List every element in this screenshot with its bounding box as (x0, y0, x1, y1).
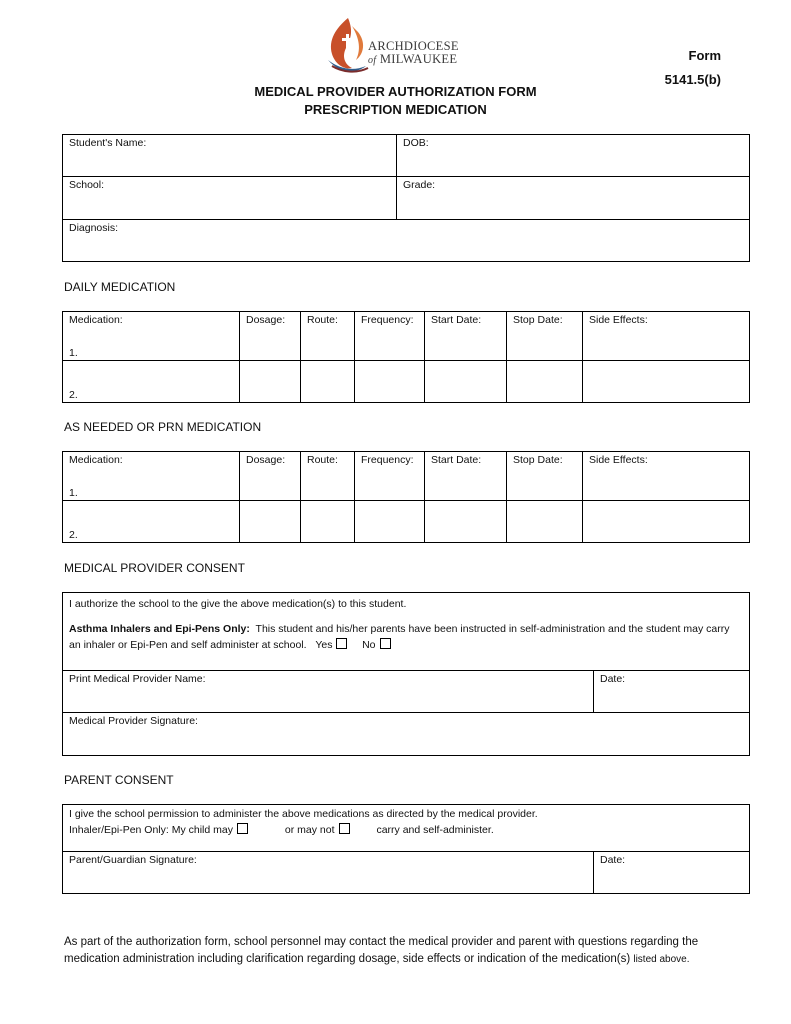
prn-dosage-cell-2[interactable] (240, 501, 301, 543)
daily-dosage-cell-2[interactable] (240, 361, 301, 403)
footer-note (64, 934, 744, 968)
provider-date-label: Date: (600, 673, 626, 685)
daily-start-date-cell-1[interactable] (425, 312, 507, 361)
provider-authorization-cell (63, 593, 750, 671)
column-header-route: Route: (307, 454, 338, 466)
provider-consent-heading: MEDICAL PROVIDER CONSENT (64, 561, 245, 575)
diagnosis-label: Diagnosis: (69, 222, 119, 234)
grade-label: Grade: (403, 179, 436, 191)
prn-frequency-cell-1[interactable] (355, 452, 425, 501)
prn-start-date-cell-1[interactable] (425, 452, 507, 501)
provider-signature-field[interactable] (63, 713, 750, 756)
row-number: 2. (69, 389, 78, 401)
column-header-dosage: Dosage: (246, 454, 286, 466)
logo-line1: ARCHDIOCESE (368, 39, 459, 53)
row-number: 1. (69, 487, 78, 499)
column-header-route: Route: (307, 314, 338, 326)
provider-signature-label: Medical Provider Signature: (69, 715, 198, 727)
parent-date-field[interactable] (594, 852, 750, 894)
school-label: School: (69, 179, 105, 191)
prn-start-date-cell-2[interactable] (425, 501, 507, 543)
form-number: 5141.5(b) (664, 72, 721, 87)
column-header-dosage: Dosage: (246, 314, 286, 326)
column-header-frequency: Frequency: (361, 314, 414, 326)
prn-frequency-cell-2[interactable] (355, 501, 425, 543)
form-title: MEDICAL PROVIDER AUTHORIZATION FORM (254, 84, 537, 99)
daily-frequency-cell-1[interactable] (355, 312, 425, 361)
inhaler-prefix: Inhaler/Epi-Pen Only: My child may (69, 824, 233, 836)
permission-text: I give the school permission to administer the above medications as directed by the medical provider. (69, 808, 538, 820)
student-name-field[interactable] (63, 135, 397, 177)
footer-text: As part of the authorization form, school personnel may contact the medical provider and parent with questions regarding the medication administration including clarification regarding dosage, side effects or indication of the medication(s) (64, 936, 699, 965)
provider-consent-table (62, 592, 750, 756)
student-name-label: Student's Name: (69, 137, 147, 149)
prn-stop-date-cell-1[interactable] (507, 452, 583, 501)
column-header-frequency: Frequency: (361, 454, 414, 466)
daily-stop-date-cell-1[interactable] (507, 312, 583, 361)
daily-dosage-cell-1[interactable] (240, 312, 301, 361)
dob-label: DOB: (403, 137, 429, 149)
grade-field[interactable] (397, 177, 750, 220)
diagnosis-field[interactable] (63, 220, 750, 262)
daily-medication-cell-1[interactable] (63, 312, 240, 361)
provider-date-field[interactable] (594, 671, 750, 713)
student-info-table (62, 134, 750, 262)
asthma-text: This student and his/her parents have been instructed in self-administration and the student may carry an inhaler or Epi-Pen and self administer at school. (69, 623, 730, 651)
school-field[interactable] (63, 177, 397, 220)
daily-medication-cell-2[interactable] (63, 361, 240, 403)
may-not-label: or may not (284, 824, 335, 836)
column-header-stop-date: Stop Date: (513, 454, 563, 466)
parent-signature-field[interactable] (63, 852, 594, 894)
footer-text-small: listed above. (633, 954, 690, 965)
yes-checkbox[interactable] (336, 638, 347, 649)
parent-permission-cell (63, 805, 750, 852)
logo-line2: MILWAUKEE (379, 52, 458, 66)
form-label: Form (688, 48, 721, 63)
prn-medication-heading: AS NEEDED OR PRN MEDICATION (64, 420, 262, 434)
column-header-start-date: Start Date: (431, 454, 482, 466)
daily-medication-table (62, 311, 750, 403)
dob-field[interactable] (397, 135, 750, 177)
parent-consent-table (62, 804, 750, 894)
prn-route-cell-2[interactable] (301, 501, 355, 543)
provider-name-label: Print Medical Provider Name: (69, 673, 206, 685)
prn-route-cell-1[interactable] (301, 452, 355, 501)
daily-medication-heading: DAILY MEDICATION (64, 280, 176, 294)
daily-side-effects-cell-1[interactable] (583, 312, 750, 361)
column-header-medication: Medication: (69, 314, 123, 326)
daily-stop-date-cell-2[interactable] (507, 361, 583, 403)
authorize-text: I authorize the school to the give the above medication(s) to this student. (69, 598, 407, 610)
column-header-side-effects: Side Effects: (589, 454, 648, 466)
prn-stop-date-cell-2[interactable] (507, 501, 583, 543)
column-header-medication: Medication: (69, 454, 123, 466)
no-checkbox[interactable] (380, 638, 391, 649)
daily-side-effects-cell-2[interactable] (583, 361, 750, 403)
column-header-side-effects: Side Effects: (589, 314, 648, 326)
row-number: 1. (69, 347, 78, 359)
daily-route-cell-2[interactable] (301, 361, 355, 403)
provider-name-field[interactable] (63, 671, 594, 713)
row-number: 2. (69, 529, 78, 541)
no-label: No (362, 639, 376, 651)
carry-text: carry and self-administer. (376, 824, 494, 836)
prn-dosage-cell-1[interactable] (240, 452, 301, 501)
prn-medication-table (62, 451, 750, 543)
form-subtitle: PRESCRIPTION MEDICATION (304, 102, 487, 117)
prn-side-effects-cell-2[interactable] (583, 501, 750, 543)
asthma-heading: Asthma Inhalers and Epi-Pens Only: (69, 623, 250, 635)
parent-signature-label: Parent/Guardian Signature: (69, 854, 197, 866)
prn-medication-cell-1[interactable] (63, 452, 240, 501)
archdiocese-logo (318, 14, 478, 76)
parent-consent-heading: PARENT CONSENT (64, 773, 174, 787)
may-not-checkbox[interactable] (339, 823, 350, 834)
column-header-start-date: Start Date: (431, 314, 482, 326)
yes-label: Yes (315, 639, 333, 651)
daily-start-date-cell-2[interactable] (425, 361, 507, 403)
logo-of: of (368, 55, 377, 66)
daily-route-cell-1[interactable] (301, 312, 355, 361)
parent-date-label: Date: (600, 854, 626, 866)
daily-frequency-cell-2[interactable] (355, 361, 425, 403)
prn-medication-cell-2[interactable] (63, 501, 240, 543)
column-header-stop-date: Stop Date: (513, 314, 563, 326)
prn-side-effects-cell-1[interactable] (583, 452, 750, 501)
may-checkbox[interactable] (237, 823, 248, 834)
